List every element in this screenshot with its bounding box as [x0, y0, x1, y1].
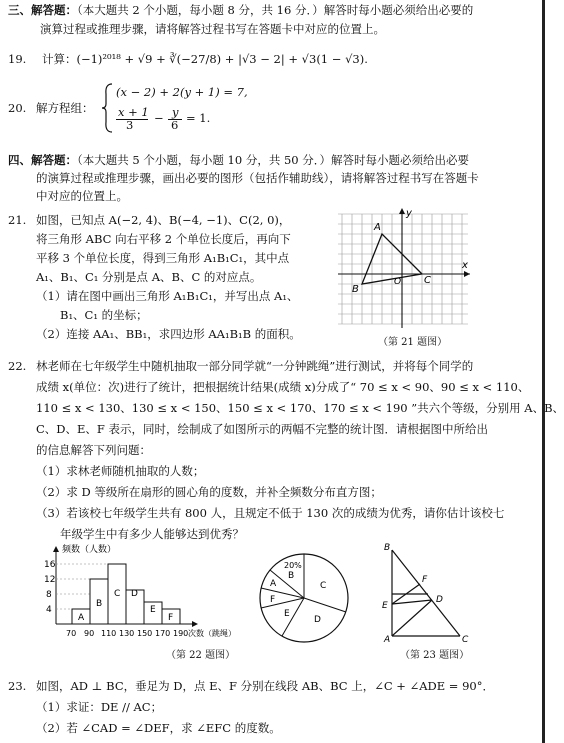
q19-number: 19.: [8, 52, 27, 66]
hist-ytick-12: 12: [44, 575, 56, 585]
q23-label-a: A: [384, 635, 391, 645]
q21-line4: A₁、B₁、C₁ 分别是点 A、B、C 的对应点。: [36, 270, 262, 284]
q22-line4: C、D、E、F 表示，同时，绘制成了如图所示的两幅不完整的统计图．请根据图中所给出: [36, 422, 489, 436]
q20-text: 解方程组：: [36, 101, 94, 115]
hist-xtick-110: 110: [101, 629, 117, 638]
q23-segment-bc: [392, 550, 460, 636]
q21-line6: B₁、C₁ 的坐标；: [60, 308, 148, 322]
hist-xtick-130: 130: [119, 629, 135, 638]
hist-xtick-70: 70: [66, 629, 77, 638]
q23-label-c: C: [462, 635, 469, 645]
q20-eq2-den2: 6: [171, 118, 179, 132]
q21-grid-figure: [338, 208, 474, 330]
hist-x-arrow-icon: [192, 621, 198, 627]
q20-number: 20.: [8, 101, 27, 115]
q21-label-y: y: [406, 208, 412, 219]
hist-y-label: 频数（人数）: [62, 545, 117, 555]
q20-equation1: (x − 2) + 2(y + 1) = 7,: [116, 85, 248, 99]
q23-sub1: （1）求证：DE // AC；: [36, 700, 163, 714]
q21-line1: 如图，已知点 A(−2, 4)、B(−4, −1)、C(2, 0)，: [36, 213, 291, 227]
pie-label-a: A: [270, 579, 277, 589]
hist-y-arrow-icon: [53, 546, 59, 552]
hist-bar-label-b: B: [96, 599, 103, 609]
section3-title: 三、解答题：: [8, 3, 77, 17]
q23-number: 23.: [8, 679, 27, 693]
hist-xtick-170: 170: [155, 629, 171, 638]
section3-header: [8, 2, 473, 18]
section3-desc-line2: 演算过程或推理步骤，请将解答过程书写在答题卡中对应的位置上。: [40, 22, 385, 36]
q23-line1: 如图，AD ⊥ BC，垂足为 D，点 E、F 分别在线段 AB、BC 上，∠C + ∠ADE = 90°．: [36, 679, 494, 693]
pie-label-c: C: [320, 581, 327, 591]
q22-line1: 林老师在七年级学生中随机抽取一部分同学就“一分钟跳绳”进行测试，并将每个同学的: [36, 359, 474, 373]
q21-label-a: A: [374, 222, 381, 233]
q21-number: 21.: [8, 213, 27, 227]
page-edge-mark: [542, 0, 545, 743]
pie-label-d: D: [314, 615, 321, 625]
q20-brace: [100, 82, 114, 134]
q21-line7: （2）连接 AA₁、BB₁，求四边形 AA₁B₁B 的面积。: [36, 327, 301, 341]
q21-label-origin: O: [394, 277, 402, 287]
q21-label-c: C: [424, 275, 431, 286]
q21-line5: （1）请在图中画出三角形 A₁B₁C₁，并写出点 A₁、: [36, 289, 299, 303]
q21-caption: （第 21 题图）: [378, 337, 448, 348]
question-19: [8, 51, 368, 67]
q23-label-f: F: [422, 575, 428, 585]
q22-sub2: （2）求 D 等级所在扇形的圆心角的度数，并补全频数分布直方图；: [36, 485, 382, 499]
q23-label-d: D: [436, 595, 443, 605]
q20-equation2: [116, 104, 246, 134]
q22-line5: 的信息解答下列问题：: [36, 443, 151, 457]
hist-ytick-16: 16: [44, 560, 56, 570]
q21-line3: 平移 3 个单位长度，得到三角形 A₁B₁C₁，其中点: [36, 251, 290, 265]
hist-ytick-4: 4: [46, 605, 52, 615]
q20-eq2-den1: 3: [126, 118, 134, 132]
q22-number: 22.: [8, 359, 27, 373]
hist-xtick-90: 90: [84, 629, 95, 638]
q22-sub4: 年级学生中有多少人能够达到优秀？: [60, 527, 244, 541]
section4-header: [8, 152, 469, 168]
hist-xtick-150: 150: [137, 629, 153, 638]
q23-segment-ad: [392, 600, 432, 636]
q23-figure: [376, 540, 480, 644]
q22-sub1: （1）求林老师随机抽取的人数；: [36, 464, 205, 478]
hist-bar-label-f: F: [168, 613, 174, 623]
q21-x-arrow-icon: [464, 271, 470, 277]
section4-title: 四、解答题：: [8, 153, 77, 167]
q20-eq2-num1: x + 1: [118, 105, 149, 119]
section4-desc-line2: 的演算过程或推理步骤，画出必要的图形（包括作辅助线），请将解答过程书写在答题卡: [36, 171, 479, 185]
q21-y-arrow-icon: [399, 208, 405, 214]
pie-label-e: E: [284, 609, 290, 619]
q22-sub3: （3）若该校七年级学生共有 800 人，且规定不低于 130 次的成绩为优秀，请你估计该校七: [36, 506, 505, 520]
pie-label-pct: 20%: [284, 561, 302, 570]
q21-label-b: B: [352, 284, 359, 295]
hist-ytick-8: 8: [46, 590, 52, 600]
q23-sub2: （2）若 ∠CAD = ∠DEF，求 ∠EFC 的度数。: [36, 721, 281, 735]
q23-caption: （第 23 题图）: [400, 650, 470, 661]
q19-text: 计算：(−1)²⁰¹⁸ + √9 + ∛(−27/8) + |√3 − 2| + √3(1 − √3).: [41, 52, 368, 66]
q20-eq2-minus: −: [154, 111, 164, 125]
q23-label-b: B: [384, 543, 391, 553]
section4-desc-line1: （本大题共 5 个小题，每小题 10 分，共 50 分．）解答时每小题必须给出必要: [77, 153, 470, 167]
hist-x-unit: 次数（跳绳）: [188, 629, 236, 638]
q20-eq2-num2: y: [172, 105, 179, 119]
q22-caption: （第 22 题图）: [166, 650, 236, 661]
q21-grid-lines: [338, 214, 468, 324]
pie-label-b: B: [288, 571, 295, 581]
hist-bar-label-e: E: [150, 605, 156, 615]
hist-bar-label-a: A: [78, 613, 85, 623]
q22-pie-chart: [256, 552, 356, 648]
q22-line3: 110 ≤ x < 130、130 ≤ x < 150、150 ≤ x < 170、170 ≤ x < 190 ”共六个等级，分别用 A、B、: [36, 401, 564, 415]
q20-eq2-rhs: = 1.: [186, 111, 211, 125]
q21-label-x: x: [462, 260, 468, 271]
q23-segment-ed: [392, 600, 432, 604]
pie-label-f: F: [270, 595, 276, 605]
hist-xtick-190: 190: [173, 629, 189, 638]
hist-bar-label-c: C: [114, 589, 121, 599]
section4-desc-line3: 中对应的位置上。: [36, 189, 128, 203]
hist-bar-label-d: D: [131, 589, 138, 599]
section3-desc-line1: （本大题共 2 个小题，每小题 8 分，共 16 分．）解答时每小题必须给出必要的: [77, 3, 474, 17]
q22-histogram: [42, 540, 236, 640]
q21-line2: 将三角形 ABC 向右平移 2 个单位长度后，再向下: [36, 232, 291, 246]
q23-label-e: E: [382, 601, 388, 611]
q22-line2: 成绩 x(单位：次)进行了统计，把根据统计结果(成绩 x)分成了“ 70 ≤ x < 90、90 ≤ x < 110、: [36, 380, 530, 394]
